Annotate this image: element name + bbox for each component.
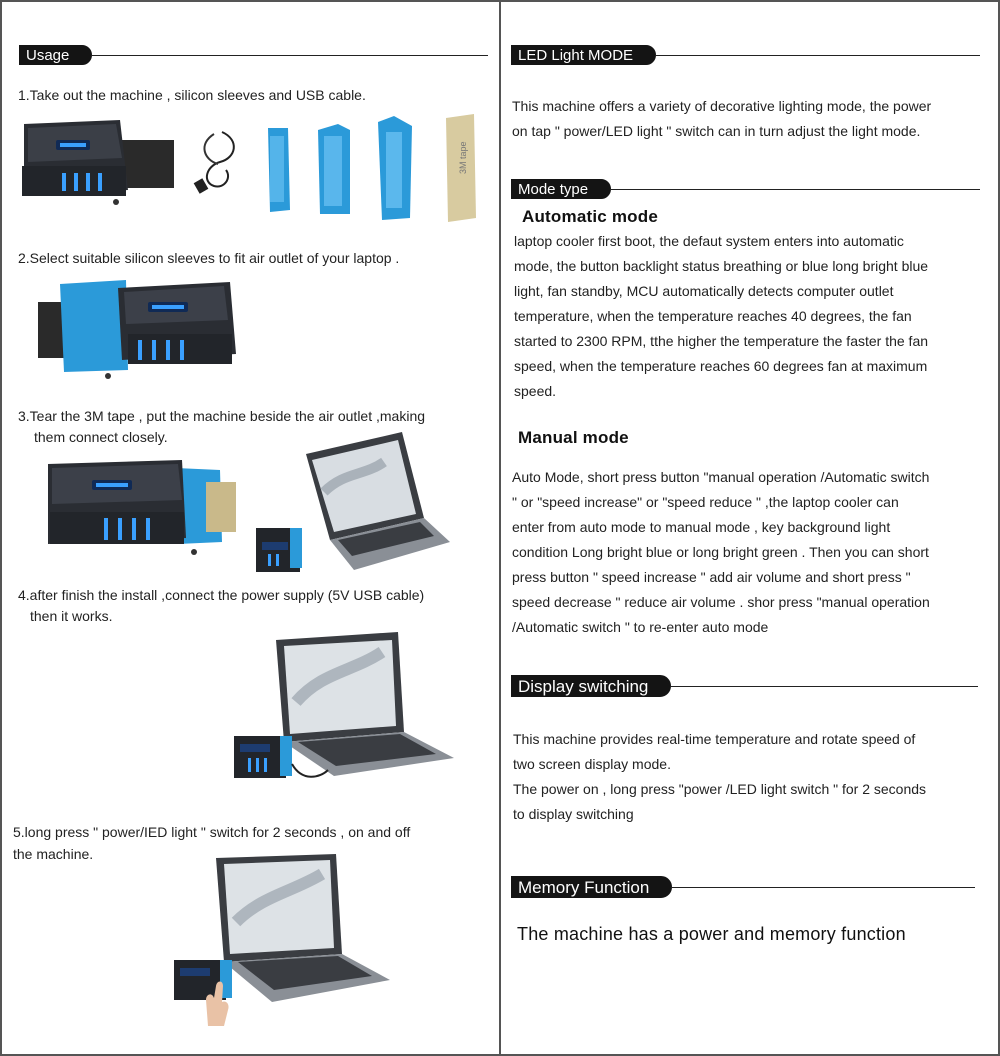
automatic-text-line: light, fan standby, MCU automatically detects computer outlet <box>514 283 894 299</box>
display-switching-heading-label: Display switching <box>511 675 671 697</box>
step-3-text-line-1: 3.Tear the 3M tape , put the machine beside the air outlet ,making <box>18 408 426 424</box>
automatic-text-line: temperature, when the temperature reaches 40 degrees, the fan <box>514 308 912 324</box>
step-3-text-line-2: them connect closely. <box>34 429 168 445</box>
automatic-text-line: started to 2300 RPM, tthe higher the temperature the faster the fan <box>514 333 929 349</box>
mode-type-heading <box>511 179 980 199</box>
tape-text: 3M tape <box>458 141 468 174</box>
manual-text-line: /Automatic switch " to re-enter auto mode <box>512 619 769 635</box>
usb-cable-icon <box>192 126 244 196</box>
display-switching-heading <box>511 675 978 697</box>
step-1-text: 1.Take out the machine , silicon sleeves and USB cable. <box>18 87 366 103</box>
laptop-icon <box>232 632 458 790</box>
usage-heading-label: Usage <box>19 45 92 65</box>
usage-heading-rule <box>91 55 488 56</box>
led-text-line: This machine offers a variety of decorative lighting mode, the power <box>512 98 932 114</box>
memory-function-heading-label: Memory Function <box>511 876 672 898</box>
step-5-text-line-1: 5.long press " power/IED light " switch for 2 seconds , on and off <box>13 824 411 840</box>
tape-roll-icon <box>444 114 478 222</box>
display-switching-heading-rule <box>670 686 978 687</box>
led-text-line: on tap " power/LED light " switch can in turn adjust the light mode. <box>512 123 921 139</box>
manual-text-line: " or "speed increase" or "speed reduce " ,the laptop cooler can <box>512 494 899 510</box>
memory-function-text: The machine has a power and memory function <box>517 924 906 944</box>
silicon-sleeve-icon <box>262 126 294 214</box>
cooler-with-sleeve-icon <box>38 278 240 376</box>
manual-text-line: press button " speed increase " add air volume and short press " <box>512 569 911 585</box>
column-divider <box>499 0 501 1056</box>
display-text-line: This machine provides real-time temperature and rotate speed of <box>513 731 916 747</box>
step-5-text-line-2: the machine. <box>13 846 94 862</box>
silicon-sleeve-icon <box>374 116 414 220</box>
led-mode-heading <box>511 45 980 65</box>
led-mode-heading-label: LED Light MODE <box>511 45 656 65</box>
step-4-text-line-2: then it works. <box>30 608 113 624</box>
memory-function-heading-rule <box>671 887 975 888</box>
automatic-text-line: laptop cooler first boot, the defaut system enters into automatic <box>514 233 904 249</box>
automatic-mode-title: Automatic mode <box>522 207 658 226</box>
automatic-text-line: speed. <box>514 383 557 399</box>
display-text-line: The power on , long press "power /LED light switch " for 2 seconds <box>513 781 927 797</box>
manual-text-line: enter from auto mode to manual mode , key background light <box>512 519 891 535</box>
usage-heading <box>19 45 488 65</box>
silicon-sleeve-icon <box>314 122 354 216</box>
led-mode-heading-rule <box>655 55 980 56</box>
display-text-line: to display switching <box>513 806 634 822</box>
manual-mode-title: Manual mode <box>518 428 629 447</box>
manual-text-line: condition Long bright blue or long bright green . Then you can short <box>512 544 929 560</box>
manual-text-line: Auto Mode, short press button "manual operation /Automatic switch <box>512 469 930 485</box>
manual-text-line: speed decrease " reduce air volume . shor press "manual operation <box>512 594 930 610</box>
laptop-icon <box>254 432 454 582</box>
cooler-with-tape-icon <box>44 458 240 558</box>
hand-icon <box>200 980 234 1026</box>
automatic-text-line: mode, the button backlight status breathing or blue long bright blue <box>514 258 929 274</box>
memory-function-heading <box>511 876 975 898</box>
mode-type-heading-label: Mode type <box>511 179 611 199</box>
step-2-text: 2.Select suitable silicon sleeves to fit air outlet of your laptop . <box>18 250 400 266</box>
display-text-line: two screen display mode. <box>513 756 671 772</box>
automatic-text-line: speed, when the temperature reaches 60 degrees fan at maximum <box>514 358 928 374</box>
mode-type-heading-rule <box>610 189 980 190</box>
step-4-text-line-1: 4.after finish the install ,connect the power supply (5V USB cable) <box>18 587 425 603</box>
cooler-icon <box>18 118 176 208</box>
